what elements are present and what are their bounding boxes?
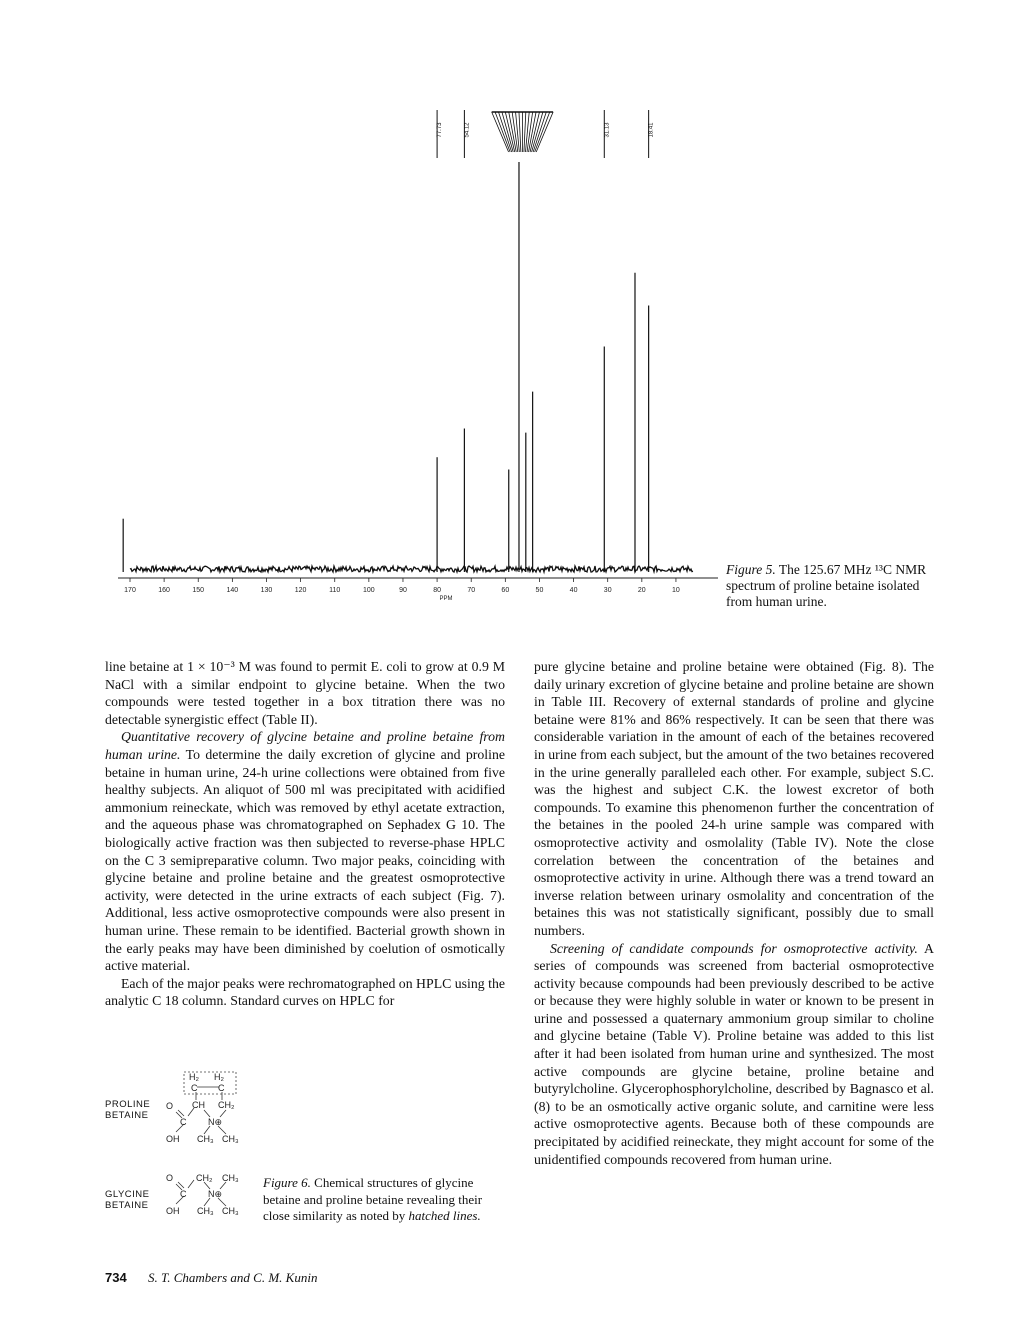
peak-series — [123, 162, 648, 572]
bond — [204, 1182, 210, 1189]
x-tick-label: 130 — [260, 587, 273, 594]
baseline-noise — [130, 566, 693, 572]
left-paragraph-3: Each of the major peaks were rechromatographed on HPLC using the analytic C 18 column. Standard curves on HPLC for — [105, 975, 505, 1009]
running-authors: S. T. Chambers and C. M. Kunin — [147, 1270, 318, 1285]
left-paragraph-2 — [105, 728, 505, 974]
atom-ch3: CH₃ — [222, 1134, 239, 1144]
atom-o: O — [166, 1173, 174, 1183]
x-tick-label: 10 — [672, 587, 680, 594]
x-tick-label: 170 — [124, 587, 136, 594]
left-column — [105, 658, 505, 1010]
bond — [220, 1182, 226, 1189]
atom-h2: H₂ — [214, 1072, 224, 1082]
peak-label: 31.13 — [604, 122, 611, 138]
glycine-betaine-label — [105, 1189, 150, 1211]
figure6-caption — [263, 1175, 506, 1225]
comb-line — [524, 112, 526, 152]
baseline-trace — [130, 566, 693, 572]
atom-oh: OH — [166, 1134, 180, 1144]
figure5-caption-label: Figure 5. — [726, 562, 776, 577]
nmr-spectrum-chart — [118, 100, 718, 620]
x-tick-label: 80 — [433, 587, 441, 594]
x-tick-label: 120 — [294, 587, 307, 594]
section-heading-recovery: Quantitative recovery of glycine betaine and proline betaine from human urine. — [105, 729, 505, 762]
figure6-caption-text: Chemical structures of glycine betaine and proline betaine revealing their close similarity as noted by — [263, 1175, 483, 1223]
section-heading-screening: Screening of candidate compounds for osmoprotective activity. — [550, 940, 918, 956]
x-tick-label: 110 — [329, 587, 341, 594]
comb-line — [516, 112, 520, 152]
atom-n-plus: N⊕ — [208, 1117, 223, 1127]
bond — [220, 1110, 226, 1117]
right-paragraph-1: pure glycine betaine and proline betaine were obtained (Fig. 8). The daily urinary excretion of glycine betaine and proline betaine are shown in Table III. Recovery of external standards of proline and glycine betaine were 81% and 86% respectively. It can be seen that there was considerable variation in the amount of each of the betaines recovered in urine from each subject, but the amount of the two betaines recovered in the urine generally paralleled each other. For example, subject S.C. was the highest and subject C.K. the lowest excretor of both compounds. To examine this phenomenon further the concentration of the betaines in the pooled 24-h urine sample was compared with osmoprotective activity and osmolality (Table IV). Note the close correlation between the concentration of the betaines and osmoprotective activity in urine. Although there was a trend toward an inverse relation between urinary osmolality and concentration of the betaines this was not statistically significant, possibly due to small numbers. — [534, 659, 934, 938]
peak-label: 77.73 — [437, 122, 444, 138]
atom-c: C — [180, 1117, 187, 1127]
right-paragraph-2 — [534, 940, 934, 1169]
comb-line — [525, 112, 529, 152]
x-tick-label: 40 — [569, 587, 578, 594]
proline-label-line1: PROLINE — [105, 1099, 151, 1110]
running-footer — [105, 1270, 317, 1286]
comb-line — [519, 112, 521, 152]
left-paragraph-1: line betaine at 1 × 10⁻³ M was found to permit E. coli to grow at 0.9 M NaCl with a similar endpoint to glycine betaine. When the two compounds were tested together in a box titration there was no detectable synergistic effect (Table II). — [105, 659, 505, 727]
bond — [204, 1110, 210, 1117]
x-axis-ticks — [124, 578, 680, 594]
atom-oh: OH — [166, 1206, 180, 1216]
atom-c: C — [191, 1083, 198, 1093]
figure6-caption-label: Figure 6. — [263, 1175, 311, 1190]
x-tick-label: 70 — [467, 587, 476, 594]
peak-label-bracket — [437, 110, 655, 158]
atom-ch3: CH₃ — [197, 1206, 214, 1216]
atom-ch3: CH₃ — [197, 1134, 214, 1144]
bond — [188, 1180, 194, 1188]
atom-n-plus: N⊕ — [208, 1189, 223, 1199]
x-tick-label: 60 — [501, 587, 510, 594]
atom-ch3: CH₃ — [222, 1206, 239, 1216]
atom-ch2: CH₂ — [196, 1173, 213, 1183]
x-tick-label: 30 — [603, 587, 612, 594]
glycine-label-line2: BETAINE — [105, 1200, 149, 1211]
left-paragraph-2-text: To determine the daily excretion of glycine and proline betaine in human urine, 24-h urine collections were obtained from five healthy subjects. An aliquot of 500 ml was precipitated with acidified ammonium reineckate, which was removed by ethyl acetate extraction, and the aqueous phase was chromatographed on Sephadex G 10. The biologically active fraction was then subjected to reverse-phase HPLC on the C 3 semipreparative column. Two major peaks, coinciding with glycine betaine and proline betaine and the greatest osmoprotective activity, were detected in the urine extracts of each subject (Fig. 7). Additional, less active osmoprotective compounds were also present in human urine. These remain to be identified. Bacterial growth shown in the early peaks may have been diminished by coelution of osmotically active material. — [105, 746, 505, 974]
figure5-caption — [726, 562, 936, 610]
peak-label: 18.41 — [648, 122, 655, 138]
atom-ch3: CH₃ — [222, 1173, 239, 1183]
x-tick-label: 90 — [399, 587, 407, 594]
atom-c: C — [218, 1083, 225, 1093]
proline-betaine-label — [105, 1099, 150, 1121]
proline-label-line2: BETAINE — [105, 1110, 149, 1121]
atom-ch2: CH₂ — [218, 1100, 235, 1110]
figure6-caption-emphasis: hatched lines. — [408, 1208, 481, 1223]
atom-o: O — [166, 1101, 174, 1111]
atom-h2: H₂ — [189, 1072, 199, 1082]
x-tick-label: 150 — [192, 587, 205, 594]
atom-ch: CH — [192, 1100, 205, 1110]
x-tick-label: 50 — [535, 587, 544, 594]
figure5-caption-text: The 125.67 MHz ¹³C NMR spectrum of proline betaine isolated from human urine. — [726, 562, 927, 609]
x-tick-label: 160 — [158, 587, 170, 594]
glycine-label-line1: GLYCINE — [105, 1189, 150, 1200]
x-axis-label: PPM — [439, 596, 453, 602]
page-number: 734 — [105, 1270, 127, 1285]
right-paragraph-2-text: A series of compounds was screened from bacterial osmoprotective activity because compounds had been previously described to be active or because they were highly soluble in water or known to be present in urine and possessed a quaternary ammonium group similar to choline and glycine betaine (Table V). Proline betaine was added to this list after it had been isolated from human urine and synthesized. The most active compounds are glycine betaine, proline betaine and butyrylcholine. Glycerophosphorylcholine, described by Bagnasco et al. (8) to be an osmotically active organic solute, and carnitine were less active osmoprotective agents. Because both of these compounds are precipitated by acidified reineckate, they might account for some of the unidentified compounds recovered from human urine. — [534, 940, 934, 1167]
x-tick-label: 100 — [363, 587, 375, 594]
x-tick-label: 20 — [637, 587, 646, 594]
right-column — [534, 658, 934, 1168]
atom-c: C — [180, 1189, 187, 1199]
peak-label: 54.12 — [464, 122, 471, 138]
x-tick-label: 140 — [226, 587, 239, 594]
